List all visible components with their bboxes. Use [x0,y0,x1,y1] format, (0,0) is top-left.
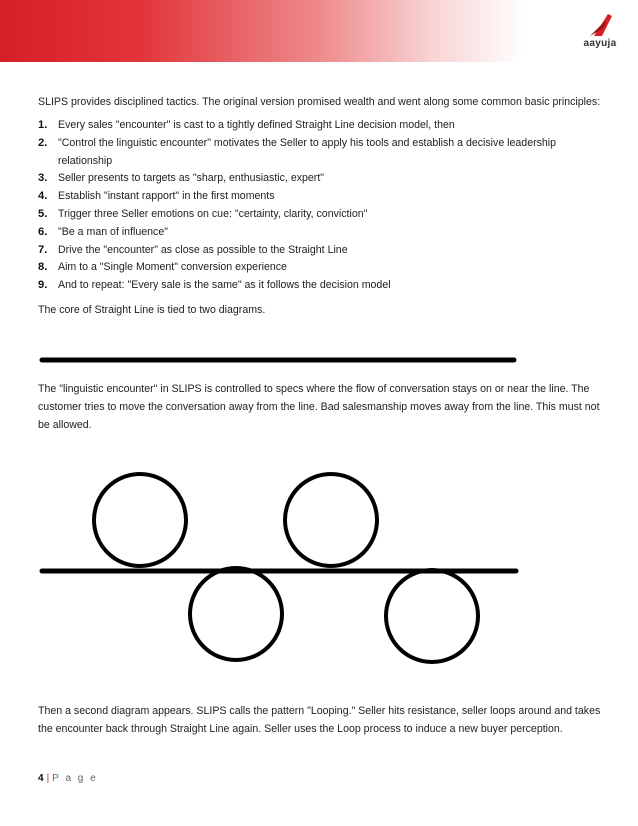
header-band [0,0,638,62]
list-item: 3. Seller presents to targets as "sharp, enthusiastic, expert" [38,172,325,185]
linguistic-encounter-paragraph: The "linguistic encounter" in SLIPS is controlled to specs where the flow of conversation stays on or near the line. The customer tries to move the conversation away from the line. Bad salesmanship moves away from the line. This must not be allowed. [38,383,600,431]
list-item: 4. Establish "instant rapport" in the first moments [38,190,275,203]
looping-paragraph: Then a second diagram appears. SLIPS calls the pattern "Looping." Seller hits resistance, seller loops around and takes the encounter back through Straight Line again. Seller uses the Loop process to induce a new buyer perception. [38,705,601,735]
list-item: 2. "Control the linguistic encounter" motivates the Seller to apply his tools and establish a decisive leadership relationship [38,136,557,167]
list-item: 6. "Be a man of influence" [38,225,168,238]
list-item: 8. Aim to a "Single Moment" conversion experience [38,261,287,274]
page-footer [38,773,98,784]
page-label: P a g e [52,773,98,784]
straight-line-diagram [38,354,518,366]
aayuja-logo [568,10,632,54]
core-text: The core of Straight Line is tied to two diagrams. [38,303,266,316]
logo-mark-icon [568,10,632,40]
logo-text: aayuja [583,38,617,49]
list-item: 5. Trigger three Seller emotions on cue: "certainty, clarity, conviction" [38,207,368,220]
intro-paragraph: SLIPS provides disciplined tactics. The original version promised wealth and went along some common basic principles: [38,96,601,108]
loop-circle-upper-right [285,474,377,566]
list-item: 9. And to repeat: "Every sale is the same" as it follows the decision model [38,279,391,292]
page-number: 4 [38,773,44,784]
looping-diagram [38,470,528,670]
list-item: 7. Drive the "encounter" as close as possible to the Straight Line [38,243,348,256]
loop-circle-lower-right [386,570,478,662]
document-body [38,93,604,319]
list-item: 1. Every sales "encounter" is cast to a tightly defined Straight Line decision model, then [38,119,455,131]
loop-circle-lower-left [190,568,282,660]
footer-separator: | [46,773,50,784]
loop-circle-upper-left [94,474,186,566]
principles-list [38,117,604,295]
